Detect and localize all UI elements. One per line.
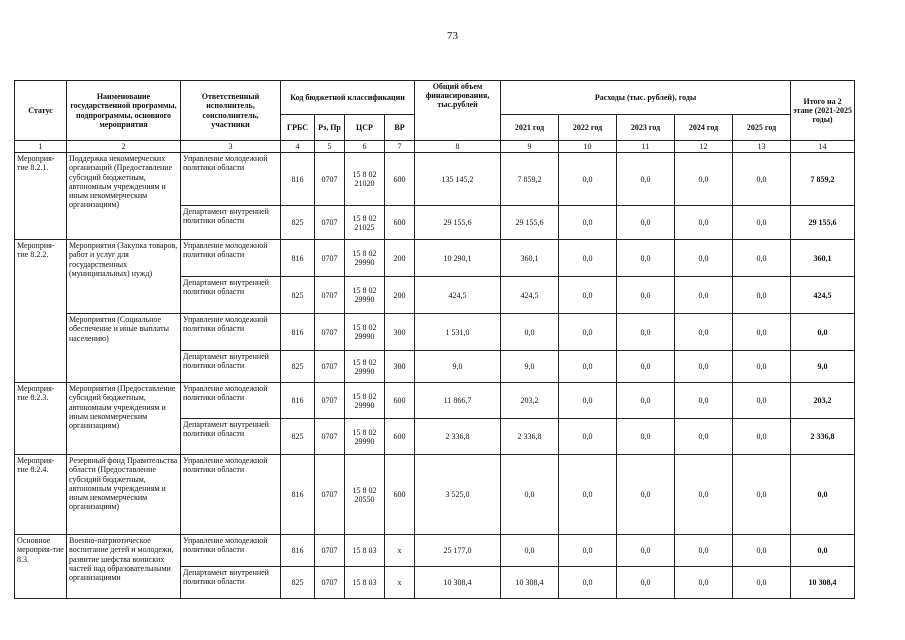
column-number: 8: [415, 141, 501, 153]
year-2021-cell: 360,1: [501, 240, 559, 277]
stage-total-cell: 9,0: [791, 351, 855, 383]
stage-total-cell: 203,2: [791, 383, 855, 419]
activity-name: Мероприятия (Закупка товаров, работ и услуг для государственных (муниципальных) нужд): [67, 240, 181, 314]
rzpr-cell: 0707: [315, 455, 345, 535]
rzpr-cell: 0707: [315, 240, 345, 277]
executor-cell: Управление молодежной политики области: [181, 455, 281, 535]
grbs-cell: 816: [281, 455, 315, 535]
table-row: [15, 383, 855, 419]
table-row: [15, 535, 855, 567]
header-csr: ЦСР: [345, 115, 385, 141]
year-2024-cell: 0,0: [675, 153, 733, 206]
vr-cell: 600: [385, 455, 415, 535]
header-status: Статус: [15, 81, 67, 141]
status-cell: Мероприя-тие 8.2.3.: [15, 383, 67, 455]
year-2024-cell: 0,0: [675, 383, 733, 419]
year-2023-cell: 0,0: [617, 535, 675, 567]
year-2024-cell: 0,0: [675, 535, 733, 567]
activity-name: Мероприятия (Социальное обеспечение и иные выплаты населению): [67, 314, 181, 383]
year-2021-cell: 424,5: [501, 277, 559, 314]
year-2023-cell: 0,0: [617, 240, 675, 277]
year-2024-cell: 0,0: [675, 314, 733, 351]
total-cell: 424,5: [415, 277, 501, 314]
year-2022-cell: 0,0: [559, 314, 617, 351]
column-number: 13: [733, 141, 791, 153]
year-2021-cell: 29 155,6: [501, 206, 559, 240]
table-header: [15, 81, 855, 153]
year-2022-cell: 0,0: [559, 277, 617, 314]
column-number: 4: [281, 141, 315, 153]
table-row: [15, 314, 855, 351]
year-2022-cell: 0,0: [559, 419, 617, 455]
vr-cell: 600: [385, 419, 415, 455]
year-2022-cell: 0,0: [559, 240, 617, 277]
stage-total-cell: 0,0: [791, 314, 855, 351]
column-number: 12: [675, 141, 733, 153]
vr-cell: 300: [385, 314, 415, 351]
year-2025-cell: 0,0: [733, 567, 791, 599]
year-2023-cell: 0,0: [617, 206, 675, 240]
column-number: 5: [315, 141, 345, 153]
year-2024-cell: 0,0: [675, 455, 733, 535]
executor-cell: Управление молодежной политики области: [181, 240, 281, 277]
year-2022-cell: 0,0: [559, 351, 617, 383]
year-2025-cell: 0,0: [733, 277, 791, 314]
year-2025-cell: 0,0: [733, 535, 791, 567]
column-number: 1: [15, 141, 67, 153]
vr-cell: 200: [385, 277, 415, 314]
vr-cell: 600: [385, 153, 415, 206]
budget-table: [14, 80, 855, 599]
rzpr-cell: 0707: [315, 314, 345, 351]
column-number: 9: [501, 141, 559, 153]
year-2023-cell: 0,0: [617, 351, 675, 383]
rzpr-cell: 0707: [315, 277, 345, 314]
column-number: 10: [559, 141, 617, 153]
total-cell: 135 145,2: [415, 153, 501, 206]
executor-cell: Департамент внутренней политики области: [181, 206, 281, 240]
year-2021-cell: 7 859,2: [501, 153, 559, 206]
year-2024-cell: 0,0: [675, 351, 733, 383]
vr-cell: х: [385, 535, 415, 567]
total-cell: 2 336,8: [415, 419, 501, 455]
column-number: 7: [385, 141, 415, 153]
stage-total-cell: 7 859,2: [791, 153, 855, 206]
header-stage-total: Итого на 2 этапе (2021-2025 годы): [791, 81, 855, 141]
year-2024-cell: 0,0: [675, 206, 733, 240]
year-2024-cell: 0,0: [675, 419, 733, 455]
year-2023-cell: 0,0: [617, 383, 675, 419]
activity-name: Мероприятия (Предоставление субсидий бюджетным, автономным учреждениям и иным некоммерческим организациям): [67, 383, 181, 455]
csr-cell: 15 8 02 29990: [345, 383, 385, 419]
executor-cell: Департамент внутренней политики области: [181, 567, 281, 599]
year-2022-cell: 0,0: [559, 153, 617, 206]
year-2025-cell: 0,0: [733, 240, 791, 277]
year-2024-cell: 0,0: [675, 567, 733, 599]
csr-cell: 15 8 02 29990: [345, 351, 385, 383]
rzpr-cell: 0707: [315, 153, 345, 206]
csr-cell: 15 8 02 29990: [345, 419, 385, 455]
executor-cell: Управление молодежной политики области: [181, 383, 281, 419]
year-2025-cell: 0,0: [733, 351, 791, 383]
total-cell: 29 155,6: [415, 206, 501, 240]
stage-total-cell: 360,1: [791, 240, 855, 277]
year-2023-cell: 0,0: [617, 567, 675, 599]
vr-cell: 300: [385, 351, 415, 383]
grbs-cell: 816: [281, 314, 315, 351]
stage-total-cell: 0,0: [791, 535, 855, 567]
grbs-cell: 825: [281, 351, 315, 383]
csr-cell: 15 8 02 21025: [345, 206, 385, 240]
header-vr: ВР: [385, 115, 415, 141]
year-2022-cell: 0,0: [559, 455, 617, 535]
grbs-cell: 816: [281, 240, 315, 277]
total-cell: 25 177,0: [415, 535, 501, 567]
column-number: 3: [181, 141, 281, 153]
csr-cell: 15 8 02 29990: [345, 277, 385, 314]
year-2021-cell: 0,0: [501, 455, 559, 535]
stage-total-cell: 10 308,4: [791, 567, 855, 599]
rzpr-cell: 0707: [315, 567, 345, 599]
page-number: 73: [447, 30, 458, 42]
year-2021-cell: 203,2: [501, 383, 559, 419]
year-2022-cell: 0,0: [559, 383, 617, 419]
table-row: [15, 153, 855, 206]
header-year-2024: 2024 год: [675, 115, 733, 141]
csr-cell: 15 8 03: [345, 535, 385, 567]
year-2025-cell: 0,0: [733, 455, 791, 535]
header-year-2021: 2021 год: [501, 115, 559, 141]
year-2022-cell: 0,0: [559, 535, 617, 567]
grbs-cell: 825: [281, 567, 315, 599]
year-2023-cell: 0,0: [617, 153, 675, 206]
year-2022-cell: 0,0: [559, 567, 617, 599]
executor-cell: Управление молодежной политики области: [181, 535, 281, 567]
csr-cell: 15 8 02 29990: [345, 314, 385, 351]
status-cell: Мероприя-тие 8.2.2.: [15, 240, 67, 383]
year-2025-cell: 0,0: [733, 206, 791, 240]
column-number: 14: [791, 141, 855, 153]
grbs-cell: 825: [281, 277, 315, 314]
year-2025-cell: 0,0: [733, 314, 791, 351]
csr-cell: 15 8 02 29990: [345, 240, 385, 277]
total-cell: 11 866,7: [415, 383, 501, 419]
year-2021-cell: 9,0: [501, 351, 559, 383]
vr-cell: 600: [385, 206, 415, 240]
rzpr-cell: 0707: [315, 206, 345, 240]
grbs-cell: 816: [281, 383, 315, 419]
year-2024-cell: 0,0: [675, 240, 733, 277]
header-name: Наименование государственной программы, подпрограммы, основного мероприятия: [67, 81, 181, 141]
executor-cell: Департамент внутренней политики области: [181, 277, 281, 314]
grbs-cell: 816: [281, 535, 315, 567]
total-cell: 10 290,1: [415, 240, 501, 277]
year-2021-cell: 2 336,8: [501, 419, 559, 455]
column-number: 6: [345, 141, 385, 153]
total-cell: 1 531,0: [415, 314, 501, 351]
table-row: [15, 455, 855, 535]
header-year-2023: 2023 год: [617, 115, 675, 141]
year-2023-cell: 0,0: [617, 455, 675, 535]
total-cell: 9,0: [415, 351, 501, 383]
executor-cell: Департамент внутренней политики области: [181, 419, 281, 455]
stage-total-cell: 2 336,8: [791, 419, 855, 455]
year-2023-cell: 0,0: [617, 277, 675, 314]
header-expenses: Расходы (тыс. рублей), годы: [501, 81, 791, 115]
status-cell: Мероприя-тие 8.2.4.: [15, 455, 67, 535]
total-cell: 3 525,0: [415, 455, 501, 535]
header-grbs: ГРБС: [281, 115, 315, 141]
year-2025-cell: 0,0: [733, 153, 791, 206]
vr-cell: 200: [385, 240, 415, 277]
column-number: 2: [67, 141, 181, 153]
rzpr-cell: 0707: [315, 419, 345, 455]
year-2023-cell: 0,0: [617, 314, 675, 351]
status-cell: Основное мероприя-тие 8.3.: [15, 535, 67, 599]
executor-cell: Управление молодежной политики области: [181, 314, 281, 351]
rzpr-cell: 0707: [315, 351, 345, 383]
executor-cell: Управление молодежной политики области: [181, 153, 281, 206]
rzpr-cell: 0707: [315, 535, 345, 567]
activity-name: Поддержка некоммерческих организаций (Предоставление субсидий бюджетным, автономным учреждениям и иным некоммерческим организациям): [67, 153, 181, 240]
stage-total-cell: 29 155,6: [791, 206, 855, 240]
status-cell: Мероприя-тие 8.2.1.: [15, 153, 67, 240]
csr-cell: 15 8 02 21020: [345, 153, 385, 206]
year-2024-cell: 0,0: [675, 277, 733, 314]
vr-cell: х: [385, 567, 415, 599]
csr-cell: 15 8 03: [345, 567, 385, 599]
year-2023-cell: 0,0: [617, 419, 675, 455]
grbs-cell: 825: [281, 419, 315, 455]
grbs-cell: 825: [281, 206, 315, 240]
grbs-cell: 816: [281, 153, 315, 206]
csr-cell: 15 8 02 20550: [345, 455, 385, 535]
year-2021-cell: 0,0: [501, 314, 559, 351]
year-2021-cell: 0,0: [501, 535, 559, 567]
header-year-2022: 2022 год: [559, 115, 617, 141]
table-row: [15, 240, 855, 277]
vr-cell: 600: [385, 383, 415, 419]
year-2022-cell: 0,0: [559, 206, 617, 240]
total-cell: 10 308,4: [415, 567, 501, 599]
stage-total-cell: 424,5: [791, 277, 855, 314]
column-number-row: [15, 141, 855, 153]
executor-cell: Департамент внутренней политики области: [181, 351, 281, 383]
header-year-2025: 2025 год: [733, 115, 791, 141]
year-2025-cell: 0,0: [733, 419, 791, 455]
header-budget-code: Код бюджетной классификации: [281, 81, 415, 115]
header-total-financing: Общий объем финансирования, тыс.рублей: [415, 81, 501, 141]
stage-total-cell: 0,0: [791, 455, 855, 535]
rzpr-cell: 0707: [315, 383, 345, 419]
activity-name: Военно-патриотическое воспитание детей и молодежи, развитие шефства воинских частей над образовательными организациями: [67, 535, 181, 599]
header-executor: Ответственный исполнитель, соисполнитель, участники: [181, 81, 281, 141]
header-rzpr: Рз, Пр: [315, 115, 345, 141]
column-number: 11: [617, 141, 675, 153]
year-2021-cell: 10 308,4: [501, 567, 559, 599]
table-body: [15, 153, 855, 599]
activity-name: Резервный фонд Правительства области (Предоставление субсидий бюджетным, автономным учреждениям и иным некоммерческим организациям): [67, 455, 181, 535]
year-2025-cell: 0,0: [733, 383, 791, 419]
